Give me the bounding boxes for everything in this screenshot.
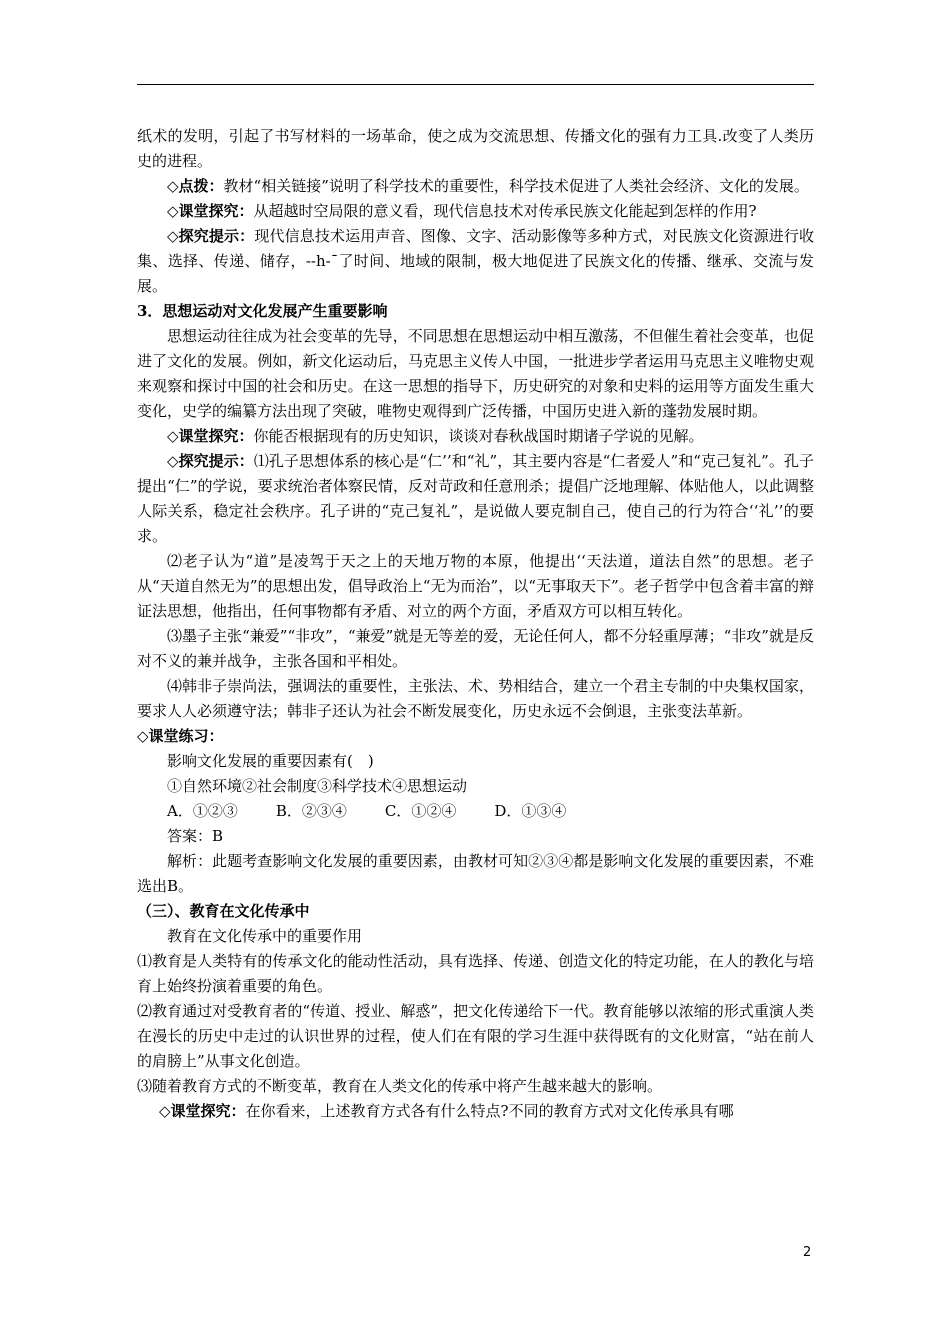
paragraph: ⑶墨子主张“兼爱”“非攻”，“兼爱”就是无等差的爱，无论任何人，都不分轻重厚薄；“非攻”就是反对不义的兼并战争，主张各国和平相处。 bbox=[137, 627, 814, 670]
analysis-paragraph: 解析：此题考查影响文化发展的重要因素，由教材可知②③④都是影响文化发展的重要因素，不难选出B。 bbox=[137, 852, 814, 895]
practice-heading: ◇课堂练习： bbox=[137, 727, 224, 745]
option-c: C．①②④ bbox=[384, 802, 457, 820]
hint-text: ⑴孔子思想体系的核心是“仁’’和“礼”，其主要内容是“仁者爱人”和“克己复礼”。孔子提出“仁”的学说，要求统治者体察民情，反对苛政和任意刑杀；提倡广泛地理解、体贴他人，以此调整人际关系，稳定社会秩序。孔子讲的“克己复礼”，是说做人要克制自己，使自己的行为符合‘‘礼’’的要求。 bbox=[137, 452, 814, 545]
answer-line: 答案：B bbox=[167, 827, 224, 845]
section-heading: 3．思想运动对文化发展产生重要影响 bbox=[137, 302, 388, 320]
paragraph: 纸术的发明，引起了书写材料的一场革命，使之成为交流思想、传播文化的强有力工具.改变了人类历史的进程。 bbox=[137, 127, 814, 170]
inquiry-label: ◇课堂探究： bbox=[159, 1102, 246, 1120]
hint-paragraph bbox=[137, 449, 814, 549]
paragraph: ⑴教育是人类特有的传承文化的能动性活动，具有选择、传递、创造文化的特定功能，在人的教化与培育上始终扮演着重要的角色。 bbox=[137, 952, 814, 995]
hint-paragraph bbox=[137, 224, 814, 299]
hint-text: 现代信息技术运用声音、图像、文字、活动影像等多种方式，对民族文化资源进行收集、选择、传递、储存，--h-ˉ了时间、地域的限制，极大地促进了民族文化的传播、继承、交流与发展。 bbox=[137, 227, 814, 295]
question-stem: 影响文化发展的重要因素有( ) bbox=[167, 752, 374, 770]
page-number: 2 bbox=[803, 1245, 812, 1260]
inquiry-paragraph bbox=[137, 199, 814, 224]
inquiry-text: 从超越时空局限的意义看，现代信息技术对传承民族文化能起到怎样的作用? bbox=[253, 202, 757, 220]
inquiry-text: 你能否根据现有的历史知识，谈谈对春秋战国时期诸子学说的见解。 bbox=[253, 427, 704, 445]
paragraph: ⑵教育通过对受教育者的“传道、授业、解惑”，把文化传递给下一代。教育能够以浓缩的形式重演人类在漫长的历史中走过的认识世界的过程，使人们在有限的学习生涯中获得既有的文化财富，“站在前人的肩膀上”从事文化创造。 bbox=[137, 1002, 814, 1070]
inquiry-label: ◇课堂探究： bbox=[167, 427, 254, 445]
inquiry-paragraph bbox=[137, 424, 814, 449]
hint-label: ◇探究提示： bbox=[167, 452, 254, 470]
tip-label: ◇点拨： bbox=[167, 177, 224, 195]
option-a: A．①②③ bbox=[167, 802, 238, 820]
inquiry-text: 在你看来，上述教育方式各有什么特点?不同的教育方式对文化传承具有哪 bbox=[245, 1102, 734, 1120]
question-items: ①自然环境②社会制度③科学技术④思想运动 bbox=[167, 777, 468, 795]
inquiry-paragraph bbox=[137, 1099, 814, 1124]
paragraph: ⑷韩非子崇尚法，强调法的重要性，主张法、术、势相结合，建立一个君主专制的中央集权国家，要求人人必须遵守法；韩非子还认为社会不断发展变化，历史永远不会倒退，主张变法革新。 bbox=[137, 677, 814, 720]
paragraph: ⑵老子认为“道”是凌驾于天之上的天地万物的本原，他提出‘‘天法道，道法自然”的思想。老子从“天道自然无为”的思想出发，倡导政治上“无为而治”，以“无事取天下”。老子哲学中包含着丰富的辩证法思想，他指出，任何事物都有矛盾、对立的两个方面，矛盾双方可以相互转化。 bbox=[137, 552, 814, 620]
paragraph: ⑶随着教育方式的不断变革，教育在人类文化的传承中将产生越来越大的影响。 bbox=[137, 1077, 663, 1095]
inquiry-label: ◇课堂探究： bbox=[167, 202, 254, 220]
option-b: B．②③④ bbox=[275, 802, 347, 820]
paragraph: 思想运动往往成为社会变革的先导，不同思想在思想运动中相互激荡，不但催生着社会变革，也促进了文化的发展。例如，新文化运动后，马克思主义传人中国，一批进步学者运用马克思主义唯物史观来观察和探讨中国的社会和历史。在这一思想的指导下，历史研究的对象和史料的运用等方面发生重大变化，史学的编纂方法出现了突破，唯物史观得到广泛传播，中国历史进入新的蓬勃发展时期。 bbox=[137, 327, 814, 420]
option-d: D．①③④ bbox=[494, 802, 567, 820]
hint-label: ◇探究提示： bbox=[167, 227, 255, 245]
header-rule bbox=[137, 84, 814, 85]
document-body bbox=[137, 124, 814, 1124]
question-options bbox=[137, 799, 814, 824]
section-heading: （三）、教育在文化传承中 bbox=[137, 902, 310, 920]
tip-paragraph bbox=[137, 174, 814, 199]
tip-text: 教材“相关链接”说明了科学技术的重要性，科学技术促进了人类社会经济、文化的发展。 bbox=[223, 177, 809, 195]
subsection-title: 教育在文化传承中的重要作用 bbox=[167, 927, 363, 945]
